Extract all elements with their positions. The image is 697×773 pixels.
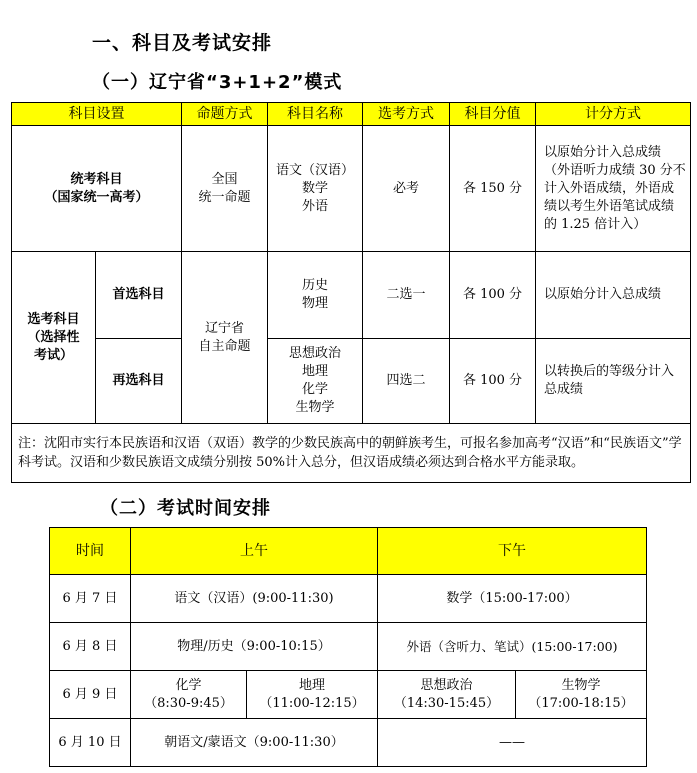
schedule-date: 6 月 9 日 [50,671,131,719]
table-row [50,575,647,623]
schedule-afternoon: —— [378,719,647,767]
schedule-date: 6 月 8 日 [50,623,131,671]
note-row [12,424,691,483]
elective-category: 选考科目 （选择性 考试） [12,252,96,424]
header-subject-setting: 科目设置 [12,103,182,126]
subjects-header-row [12,103,691,126]
subsection-heading-schedule: （二）考试时间安排 [100,498,271,519]
header-subject-name: 科目名称 [268,103,363,126]
unified-scoring: 以原始分计入总成绩（外语听力成绩 30 分不计入外语成绩，外语成绩以考生外语笔试成绩的 1.25 倍计入） [536,126,691,252]
schedule-morning: 语文（汉语）(9:00-11:30) [131,575,378,623]
schedule-morning: 朝语文/蒙语文（9:00-11:30） [131,719,378,767]
header-proposition-method: 命题方式 [182,103,268,126]
table-row [50,671,647,719]
second-choice-label: 再选科目 [96,339,182,424]
table-row [50,623,647,671]
first-choice-label: 首选科目 [96,252,182,339]
schedule-table [49,527,647,767]
unified-method: 全国 统一命题 [182,126,268,252]
table-note: 注：沈阳市实行本民族语和汉语（双语）教学的少数民族高中的朝鲜族考生，可报名参加高考“汉语”和“民族语文”学科考试。汉语和少数民族语文成绩分别按 50%计入总分，但汉语成绩必须达到合格水平方能录取。 [12,424,691,483]
header-time: 时间 [50,528,131,575]
unified-selection: 必考 [363,126,450,252]
header-afternoon: 下午 [378,528,647,575]
schedule-afternoon: 外语（含听力、笔试）(15:00-17:00) [378,623,647,671]
second-choice-subjects: 思想政治 地理 化学 生物学 [268,339,363,424]
second-choice-selection: 四选二 [363,339,450,424]
first-choice-score: 各 100 分 [450,252,536,339]
header-selection-method: 选考方式 [363,103,450,126]
schedule-date: 6 月 7 日 [50,575,131,623]
schedule-afternoon-2: 生物学 （17:00-18:15） [516,671,647,719]
elective-method: 辽宁省 自主命题 [182,252,268,424]
table-row [50,719,647,767]
schedule-afternoon: 数学（15:00-17:00） [378,575,647,623]
subsection-heading-mode: （一）辽宁省“3+1+2”模式 [92,72,343,93]
unified-subjects: 语文（汉语） 数学 外语 [268,126,363,252]
header-score: 科目分值 [450,103,536,126]
schedule-morning: 物理/历史（9:00-10:15） [131,623,378,671]
unified-score: 各 150 分 [450,126,536,252]
first-choice-scoring: 以原始分计入总成绩 [536,252,691,339]
schedule-date: 6 月 10 日 [50,719,131,767]
section-heading: 一、科目及考试安排 [92,32,273,54]
second-choice-scoring: 以转换后的等级分计入总成绩 [536,339,691,424]
schedule-morning-1: 化学 （8:30-9:45） [131,671,247,719]
schedule-morning-2: 地理 （11:00-12:15） [247,671,378,719]
schedule-header-row [50,528,647,575]
unified-row [12,126,691,252]
unified-category: 统考科目 （国家统一高考） [12,126,182,252]
first-choice-row [12,252,691,339]
first-choice-selection: 二选一 [363,252,450,339]
subjects-table [11,102,691,483]
second-choice-score: 各 100 分 [450,339,536,424]
schedule-afternoon-1: 思想政治 （14:30-15:45） [378,671,516,719]
header-scoring-method: 计分方式 [536,103,691,126]
first-choice-subjects: 历史 物理 [268,252,363,339]
header-morning: 上午 [131,528,378,575]
second-choice-row [12,339,691,424]
